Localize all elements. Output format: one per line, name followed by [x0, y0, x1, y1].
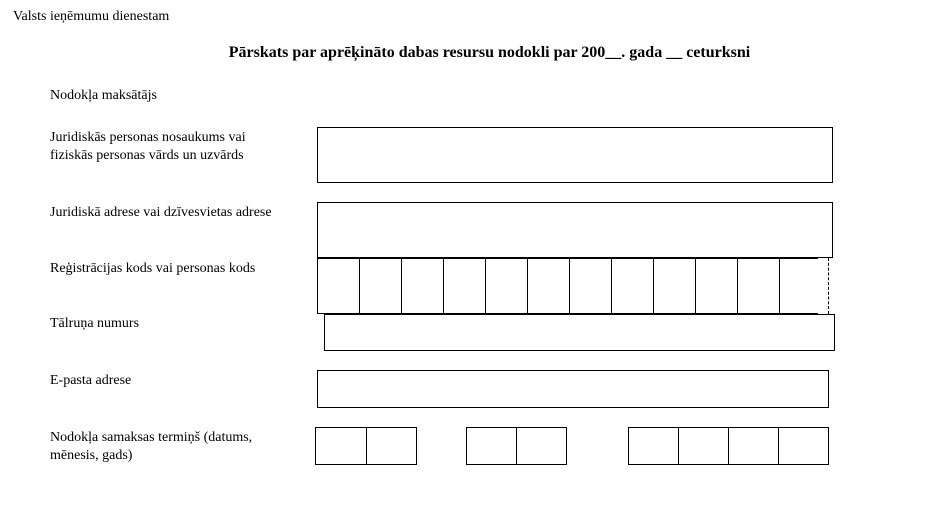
registration-code-cell[interactable] — [359, 258, 402, 314]
registration-code-cell[interactable] — [737, 258, 780, 314]
taxpayer-section-label: Nodokļa maksātājs — [50, 88, 157, 103]
deadline-day-cell[interactable] — [315, 427, 367, 465]
deadline-month-cell[interactable] — [516, 427, 567, 465]
registration-code-cell[interactable] — [443, 258, 486, 314]
registration-code-dashed-edge — [828, 258, 829, 314]
registration-code-cell[interactable] — [653, 258, 696, 314]
registration-code-cell[interactable] — [401, 258, 444, 314]
deadline-year-cell[interactable] — [678, 427, 729, 465]
deadline-year-cell[interactable] — [778, 427, 829, 465]
deadline-year-cell[interactable] — [628, 427, 679, 465]
payment-deadline-label: Nodokļa samaksas termiņš (datums, mēnesis, gads) — [50, 430, 253, 463]
registration-code-label: Reģistrācijas kods vai personas kods — [50, 261, 256, 276]
registration-code-cell[interactable] — [611, 258, 654, 314]
deadline-month-cell[interactable] — [466, 427, 517, 465]
registration-code-cell[interactable] — [695, 258, 738, 314]
phone-field[interactable] — [324, 314, 835, 351]
address-field[interactable] — [317, 202, 833, 258]
registration-code-cell[interactable] — [779, 258, 818, 314]
registration-code-cell[interactable] — [569, 258, 612, 314]
name-field[interactable] — [317, 127, 833, 183]
registration-code-cell[interactable] — [485, 258, 528, 314]
addressee-text: Valsts ieņēmumu dienestam — [13, 9, 170, 24]
registration-code-cell[interactable] — [527, 258, 570, 314]
registration-code-cell[interactable] — [317, 258, 360, 314]
name-label: Juridiskās personas nosaukums vai fiziskās personas vārds un uzvārds — [50, 130, 246, 163]
address-label: Juridiskā adrese vai dzīvesvietas adrese — [50, 205, 272, 220]
deadline-year-cell[interactable] — [728, 427, 779, 465]
phone-label: Tālruņa numurs — [50, 316, 140, 331]
report-title: Pārskats par aprēķināto dabas resursu nodokli par 200__. gada __ ceturksni — [228, 44, 751, 61]
deadline-day-cell[interactable] — [366, 427, 417, 465]
email-field[interactable] — [317, 370, 829, 408]
email-label: E-pasta adrese — [50, 373, 132, 388]
